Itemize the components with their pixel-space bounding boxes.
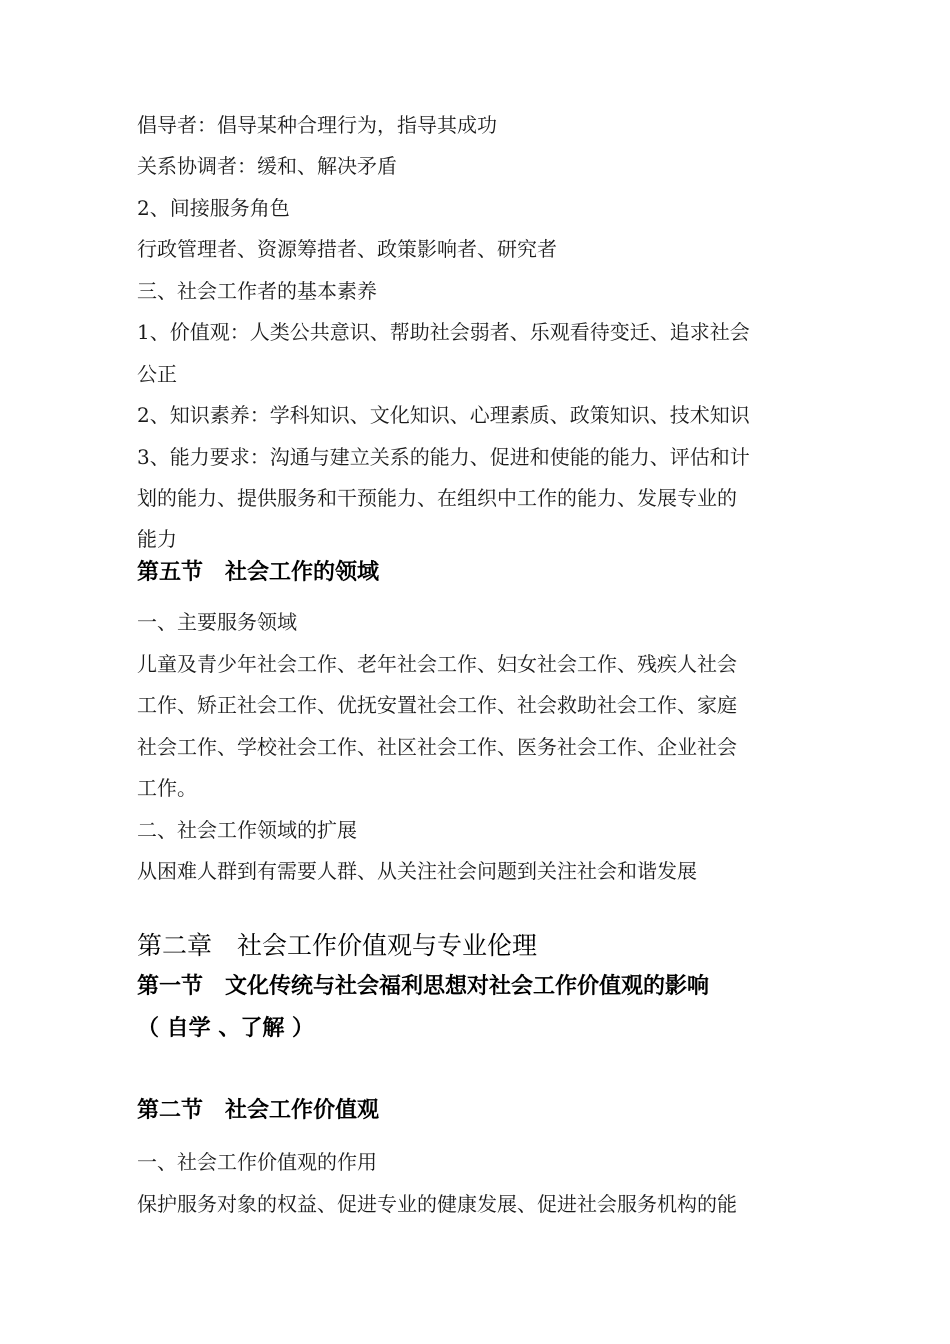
text-line: 工作。 (137, 776, 197, 800)
text-line: 1、价值观：人类公共意识、帮助社会弱者、乐观看待变迁、追求社会 (137, 320, 750, 344)
text-line: 从困难人群到有需要人群、从关注社会问题到关注社会和谐发展 (137, 859, 697, 883)
text-line: 工作、矫正社会工作、优抚安置社会工作、社会救助社会工作、家庭 (137, 693, 737, 717)
text-line: 关系协调者：缓和、解决矛盾 (137, 154, 397, 178)
text-line: 公正 (137, 362, 177, 386)
text-line: 社会工作、学校社会工作、社区社会工作、医务社会工作、企业社会 (137, 735, 737, 759)
text-line: 儿童及青少年社会工作、老年社会工作、妇女社会工作、残疾人社会 (137, 652, 737, 676)
section-heading-continued: （ 自学 、了解 ） (137, 1016, 314, 1041)
text-line: 3、能力要求：沟通与建立关系的能力、促进和使能的能力、评估和计 (137, 445, 750, 469)
section-heading: 第二节 社会工作价值观 (137, 1098, 380, 1123)
text-line: 保护服务对象的权益、促进专业的健康发展、促进社会服务机构的能 (137, 1192, 737, 1216)
text-line: 能力 (137, 527, 177, 551)
chapter-heading: 第二章 社会工作价值观与专业伦理 (137, 931, 538, 960)
text-line: 2、知识素养：学科知识、文化知识、心理素质、政策知识、技术知识 (137, 403, 750, 427)
section-heading: 第一节 文化传统与社会福利思想对社会工作价值观的影响 (137, 974, 710, 999)
text-line: 一、社会工作价值观的作用 (137, 1150, 377, 1174)
text-line: 2、间接服务角色 (137, 196, 290, 220)
text-line: 划的能力、提供服务和干预能力、在组织中工作的能力、发展专业的 (137, 486, 737, 510)
text-line: 行政管理者、资源筹措者、政策影响者、研究者 (137, 237, 557, 261)
section-heading: 第五节 社会工作的领域 (137, 560, 380, 585)
text-line: 二、社会工作领域的扩展 (137, 818, 357, 842)
text-line: 三、社会工作者的基本素养 (137, 279, 377, 303)
text-line: 倡导者：倡导某种合理行为，指导其成功 (137, 113, 497, 137)
text-line: 一、主要服务领域 (137, 610, 297, 634)
